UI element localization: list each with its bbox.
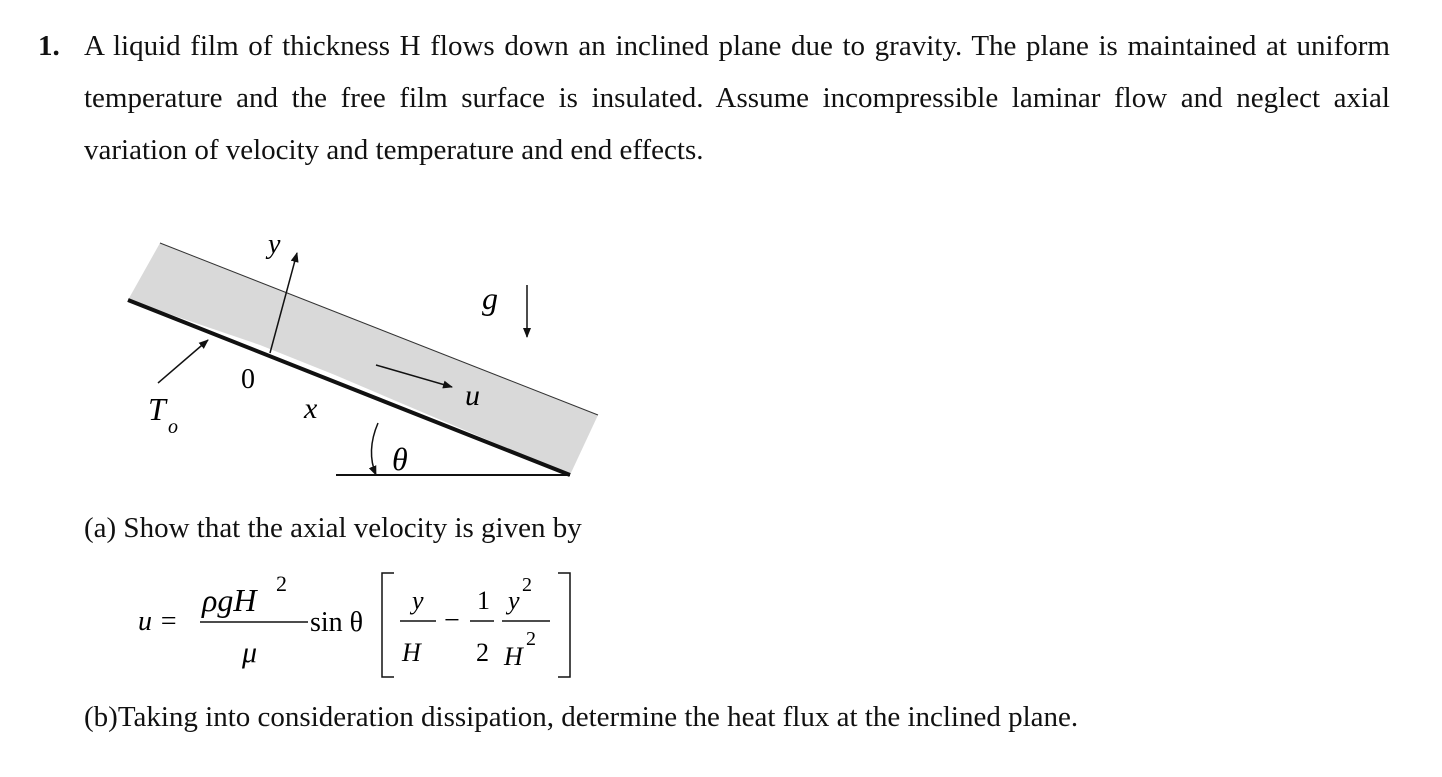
eq-minus: − — [444, 605, 460, 636]
t-subscript: o — [168, 416, 178, 438]
part-a-text: (a) Show that the axial velocity is given by — [84, 512, 582, 544]
t-label: T — [148, 391, 166, 427]
eq-term3-numerator: y — [508, 586, 520, 615]
problem-number: 1. — [38, 30, 60, 62]
eq-term2-denominator: 2 — [476, 638, 489, 667]
x-label: x — [304, 392, 318, 425]
eq-right-bracket — [558, 573, 570, 677]
eq-term1-denominator: H — [402, 638, 421, 667]
velocity-equation — [130, 565, 590, 685]
part-b-text: (b)Taking into consideration dissipation, determine the heat flux at the inclined plane. — [84, 701, 1079, 733]
eq-term3-denominator-exponent: 2 — [526, 628, 536, 650]
problem-text: A liquid film of thickness H flows down an inclined plane due to gravity. The plane is maintained at uniform temperature and the free film surface is insulated. Assume incompressible laminar flow and neglect axial variation of velocity and temperature and end effects. — [84, 30, 1390, 166]
wall-temperature-arrow — [158, 340, 208, 383]
eq-term3-denominator: H — [504, 642, 523, 671]
eq-sin: sin θ — [310, 607, 364, 638]
y-label: y — [268, 229, 281, 260]
angle-arc — [371, 423, 378, 475]
eq-numerator-exponent: 2 — [276, 571, 287, 596]
inclined-plane-figure — [120, 215, 610, 485]
liquid-film — [128, 243, 598, 475]
g-label: g — [482, 280, 498, 316]
eq-numerator: ρgH — [202, 582, 257, 618]
eq-left-bracket — [382, 573, 394, 677]
eq-lhs: u = — [138, 606, 178, 637]
eq-term2-numerator: 1 — [477, 586, 490, 615]
problem-statement — [38, 20, 1390, 176]
origin-label: 0 — [241, 364, 255, 395]
eq-denominator: μ — [242, 636, 258, 669]
u-label: u — [465, 379, 480, 412]
eq-term3-numerator-exponent: 2 — [522, 574, 532, 596]
theta-label: θ — [392, 441, 408, 477]
eq-term1-numerator: y — [412, 586, 424, 615]
